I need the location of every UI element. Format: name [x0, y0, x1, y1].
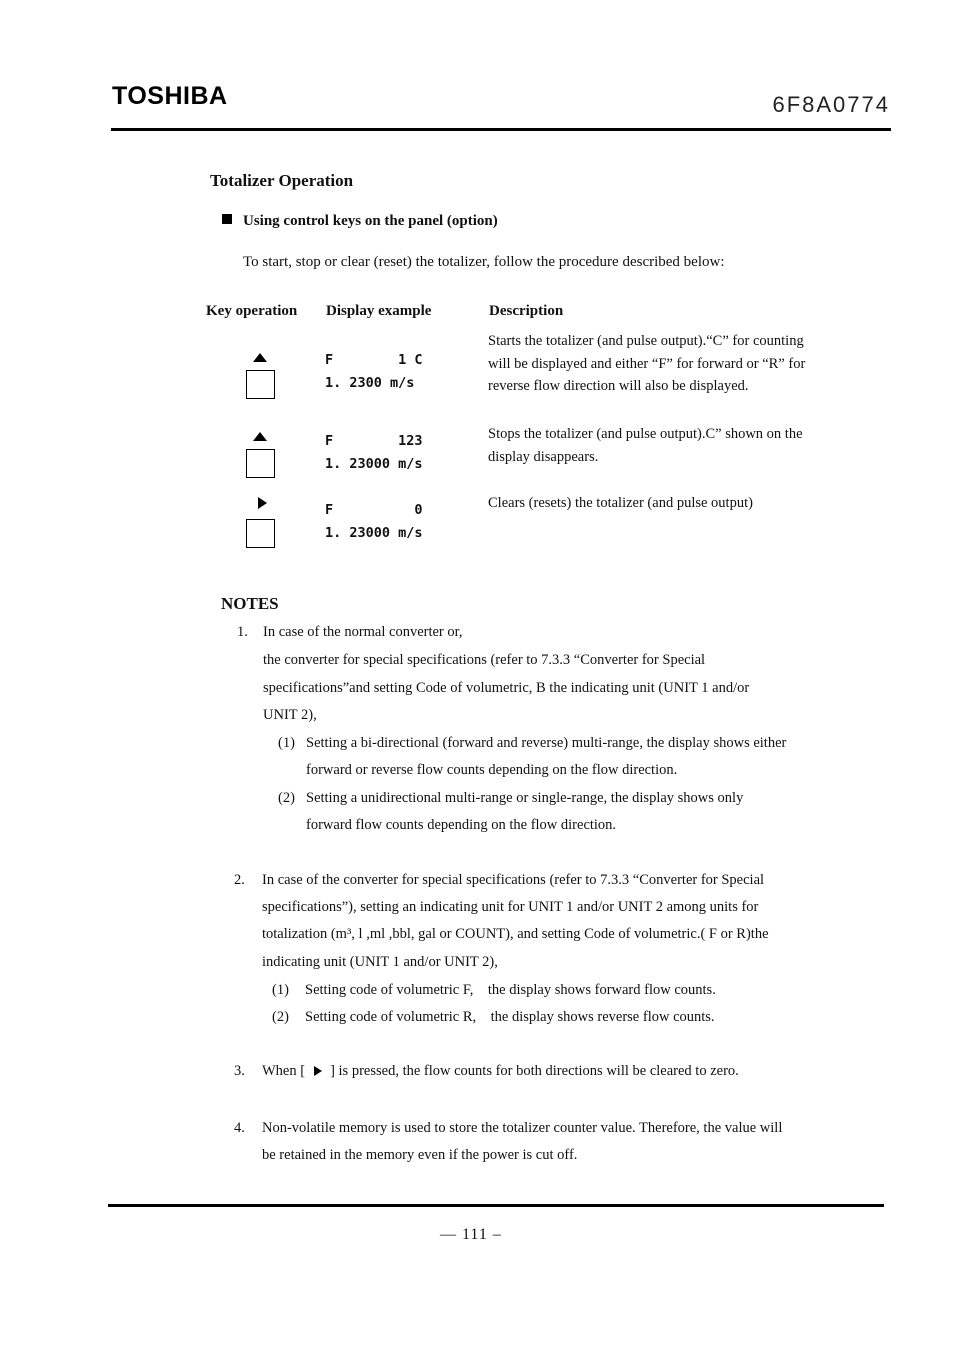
key-button [246, 519, 275, 548]
table-border-right [0, 262, 2, 519]
note-line: indicating unit (UNIT 1 and/or UNIT 2), [262, 954, 498, 970]
right-triangle-icon [258, 497, 267, 509]
table-border-left [0, 5, 2, 262]
note-number: 1. [237, 624, 248, 640]
sub-note-number: (1) [278, 735, 295, 751]
section-title: Totalizer Operation [210, 171, 354, 190]
display-line: F 1 C [325, 352, 423, 368]
up-triangle-icon [253, 432, 267, 441]
up-triangle-icon [253, 353, 267, 362]
note-line: Setting code of volumetric F, the display shows forward flow counts. [305, 982, 716, 998]
sub-note-number: (2) [272, 1009, 289, 1025]
table-col-divider-1 [0, 519, 2, 776]
note-line: the converter for special specifications (refer to 7.3.3 “Converter for Special [263, 652, 706, 668]
note-line: specifications”and setting Code of volumetric, B the indicating unit (UNIT 1 and/or [263, 680, 750, 696]
notes-title: NOTES [221, 594, 279, 613]
key-button [246, 370, 275, 399]
key-button [246, 449, 275, 478]
note-line: In case of the converter for special specifications (refer to 7.3.3 “Converter for Special [262, 872, 765, 888]
note-line: Setting a bi-directional (forward and reverse) multi-range, the display shows either [306, 735, 787, 751]
display-line: F 0 [325, 502, 423, 518]
description-line: display disappears. [488, 449, 599, 465]
note-number: 3. [234, 1063, 245, 1079]
table-col-divider-2 [0, 776, 2, 1033]
subsection-label: Using control keys on the panel (option) [243, 213, 498, 229]
sub-note-number: (2) [278, 790, 295, 806]
note-line: forward or reverse flow counts depending on the flow direction. [306, 762, 678, 778]
toshiba-logo: TOSHIBA [112, 82, 228, 110]
square-bullet-icon [222, 214, 232, 224]
description-line: Clears (resets) the totalizer (and pulse output) [488, 495, 753, 511]
description-line: reverse flow direction will also be displayed. [488, 378, 749, 394]
note-line: Non-volatile memory is used to store the totalizer counter value. Therefore, the value will [262, 1120, 783, 1136]
table-dash-2b [0, 1040, 22, 1041]
display-line: F 123 [325, 433, 423, 449]
page-number: — 111 – [440, 1226, 502, 1243]
description-line: Stops the totalizer (and pulse output).C” shown on the [488, 426, 803, 442]
header-rule [111, 128, 891, 131]
note-line: UNIT 2), [263, 707, 317, 723]
note-line [262, 1058, 739, 1085]
footer-rule [108, 1204, 884, 1207]
note-number: 2. [234, 872, 245, 888]
right-triangle-icon [314, 1066, 322, 1076]
intro-text: To start, stop or clear (reset) the totalizer, follow the procedure described below: [243, 254, 725, 270]
sub-note-number: (1) [272, 982, 289, 998]
header-description: Description [489, 303, 564, 319]
display-line: 1. 23000 m/s [325, 525, 423, 541]
note-line: In case of the normal converter or, [263, 624, 463, 640]
table-row-rule-2 [0, 1034, 557, 1036]
display-line: 1. 23000 m/s [325, 456, 423, 472]
table-border-bottom [0, 3, 677, 5]
note-line: Setting a unidirectional multi-range or single-range, the display shows only [306, 790, 744, 806]
note-line: totalization (m³, l ,ml ,bbl, gal or COUNT), and setting Code of volumetric.( F or R)the [262, 926, 769, 942]
display-line: 1. 2300 m/s [325, 375, 415, 391]
note-number: 4. [234, 1120, 245, 1136]
header-display-example: Display example [326, 303, 432, 319]
description-line: will be displayed and either “F” for forward or “R” for [488, 356, 806, 372]
header-key-operation: Key operation [206, 303, 298, 319]
note-text-before-key: When [ [262, 1063, 306, 1079]
description-line: Starts the totalizer (and pulse output).“C” for counting [488, 333, 804, 349]
document-number: 6F8A0774 [772, 92, 890, 117]
subsection-heading [222, 213, 498, 230]
note-line: be retained in the memory even if the power is cut off. [262, 1147, 578, 1163]
note-line: Setting code of volumetric R, the display shows reverse flow counts. [305, 1009, 715, 1025]
note-line: forward flow counts depending on the flow direction. [306, 817, 617, 833]
note-line: specifications”), setting an indicating unit for UNIT 1 and/or UNIT 2 among units for [262, 899, 759, 915]
note-text-after-key: ] is pressed, the flow counts for both directions will be cleared to zero. [330, 1063, 739, 1079]
